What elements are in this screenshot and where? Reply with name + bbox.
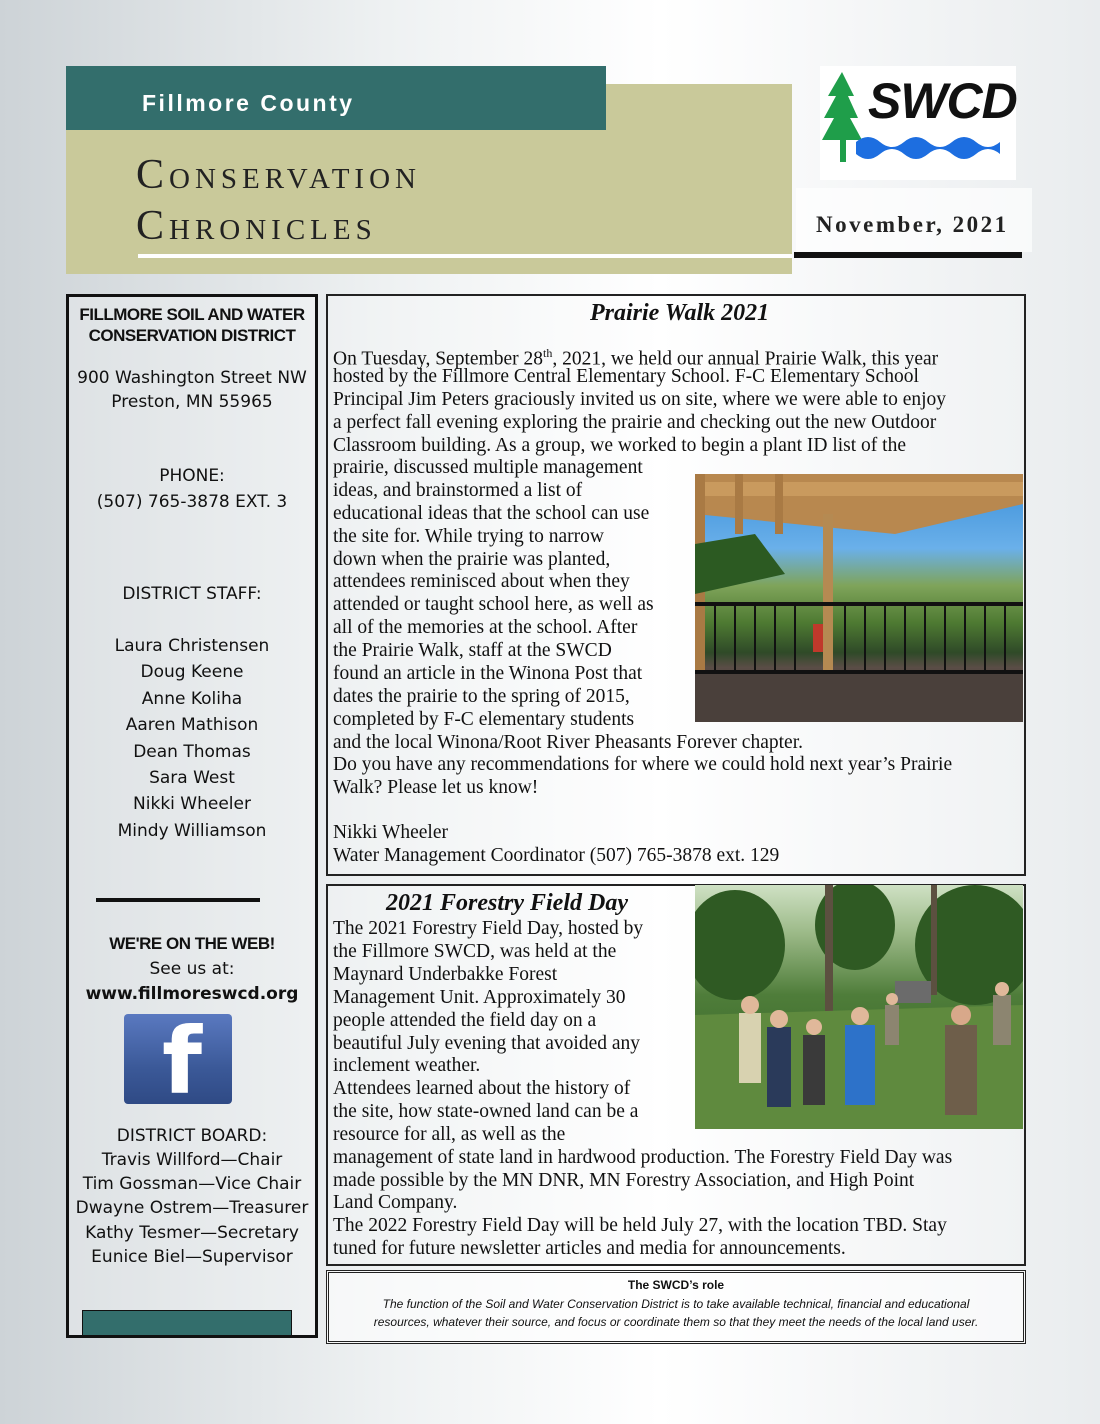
facebook-icon[interactable]: f xyxy=(124,1014,232,1104)
article-line: management of state land in hardwood production. The Forestry Field Day was xyxy=(333,1147,953,1168)
article-line: prairie, discussed multiple management xyxy=(333,457,643,478)
signature-name: Nikki Wheeler xyxy=(333,822,448,843)
prairie-deck-photo xyxy=(695,474,1023,722)
article-line: and the local Winona/Root River Pheasants Forever chapter. xyxy=(333,732,803,753)
staff-member: Dean Thomas xyxy=(133,741,251,762)
web-see-us: See us at: xyxy=(149,959,235,979)
staff-member: Sara West xyxy=(149,768,235,789)
article-line: the site, how state-owned land can be a xyxy=(333,1101,639,1122)
phone-label: PHONE: xyxy=(159,466,225,486)
staff-member: Mindy Williamson xyxy=(117,820,267,841)
newsletter-title-line2: Chronicles xyxy=(136,203,377,249)
article-line: the Fillmore SWCD, was held at the xyxy=(333,941,617,962)
newsletter-title-line1: Conservation xyxy=(136,152,421,198)
staff-member: Doug Keene xyxy=(140,662,244,683)
board-member: Tim Gossman—Vice Chair xyxy=(82,1174,302,1195)
article-line: Management Unit. Approximately 30 xyxy=(333,987,626,1008)
article-line: beautiful July evening that avoided any xyxy=(333,1033,641,1054)
article-line: Walk? Please let us know! xyxy=(333,777,539,798)
board-member: Travis Willford—Chair xyxy=(101,1150,283,1170)
article-line: Principal Jim Peters graciously invited us on site, where we were able to enjoy xyxy=(333,389,947,410)
staff-heading: DISTRICT STAFF: xyxy=(122,584,262,604)
board-member: Kathy Tesmer—Secretary xyxy=(85,1222,299,1243)
article-line: made possible by the MN DNR, MN Forestry Association, and High Point xyxy=(333,1170,915,1191)
board-list xyxy=(66,1148,318,1269)
signature-title: Water Management Coordinator (507) 765-3878 ext. 129 xyxy=(333,845,780,866)
article-title: Prairie Walk 2021 xyxy=(590,300,770,326)
article-line: completed by F-C elementary students xyxy=(333,709,635,730)
org-name-line1: FILLMORE SOIL AND WATER xyxy=(79,305,305,324)
title-underline xyxy=(138,254,792,258)
swcd-logo xyxy=(820,66,1016,180)
date-rule xyxy=(794,252,1022,258)
board-member: Dwayne Ostrem—Treasurer xyxy=(75,1198,309,1219)
sidebar-footer-bar xyxy=(82,1310,292,1336)
article-line: educational ideas that the school can use xyxy=(333,503,650,524)
article-line: a perfect fall evening exploring the prairie and checking out the new Outdoor xyxy=(333,412,937,433)
address-street: 900 Washington Street NW xyxy=(77,368,307,388)
staff-member: Laura Christensen xyxy=(114,636,270,656)
sidebar-divider xyxy=(96,898,260,902)
article-line: down when the prairie was planted, xyxy=(333,549,611,570)
article-line: Do you have any recommendations for where we could hold next year’s Prairie xyxy=(333,754,953,775)
article-line: The 2022 Forestry Field Day will be held July 27, with the location TBD. Stay xyxy=(333,1215,947,1236)
staff-list xyxy=(66,633,318,844)
article-line: attendees reminisced about when they xyxy=(333,571,630,592)
issue-date: November, 2021 xyxy=(816,212,1009,237)
board-member: Eunice Biel—Supervisor xyxy=(91,1246,293,1267)
article-line: On Tuesday, September 28th, 2021, we held our annual Prairie Walk, this year xyxy=(333,346,939,370)
web-heading: WE'RE ON THE WEB! xyxy=(109,934,275,953)
article-line: people attended the field day on a xyxy=(333,1010,597,1031)
staff-member: Anne Koliha xyxy=(141,688,243,709)
role-text-line2: resources, whatever their source, and focus or coordinate them so that they meet the needs of the local land user. xyxy=(373,1315,979,1329)
staff-member: Nikki Wheeler xyxy=(133,794,251,815)
article-line: Maynard Underbakke Forest xyxy=(333,964,558,985)
article-line: found an article in the Winona Post that xyxy=(333,663,643,684)
logo-text: SWCD xyxy=(868,73,1017,129)
article-line: tuned for future newsletter articles and media for announcements. xyxy=(333,1238,846,1259)
role-title: The SWCD’s role xyxy=(627,1278,725,1292)
org-name-line2: CONSERVATION DISTRICT xyxy=(88,326,296,345)
article-line: Attendees learned about the history of xyxy=(333,1078,631,1099)
article-line: all of the memories at the school. After xyxy=(333,617,638,638)
article-line: hosted by the Fillmore Central Elementary School. F-C Elementary School xyxy=(333,366,919,387)
article-line: The 2021 Forestry Field Day, hosted by xyxy=(333,918,644,939)
article-line: ideas, and brainstormed a list of xyxy=(333,480,583,501)
address-city: Preston, MN 55965 xyxy=(111,392,273,412)
staff-member: Aaren Mathison xyxy=(125,715,259,736)
article-line: Classroom building. As a group, we worked to begin a plant ID list of the xyxy=(333,435,907,456)
article-line: inclement weather. xyxy=(333,1055,481,1076)
county-name: Fillmore County xyxy=(142,90,355,116)
board-heading: DISTRICT BOARD: xyxy=(116,1126,268,1146)
article-line: attended or taught school here, as well as xyxy=(333,594,654,615)
article-line: dates the prairie to the spring of 2015, xyxy=(333,686,630,707)
article-line: the site for. While trying to narrow xyxy=(333,526,604,547)
article-title: 2021 Forestry Field Day xyxy=(386,890,628,916)
phone-number: (507) 765-3878 EXT. 3 xyxy=(96,492,288,512)
article-line: resource for all, as well as the xyxy=(333,1124,566,1145)
role-text-line1: The function of the Soil and Water Conservation District is to take available technical, financial and educational xyxy=(382,1297,970,1311)
web-url-link[interactable]: www.fillmoreswcd.org xyxy=(85,984,299,1004)
forestry-field-day-photo xyxy=(695,885,1023,1129)
article-line: the Prairie Walk, staff at the SWCD xyxy=(333,640,612,661)
article-line: Land Company. xyxy=(333,1192,458,1213)
